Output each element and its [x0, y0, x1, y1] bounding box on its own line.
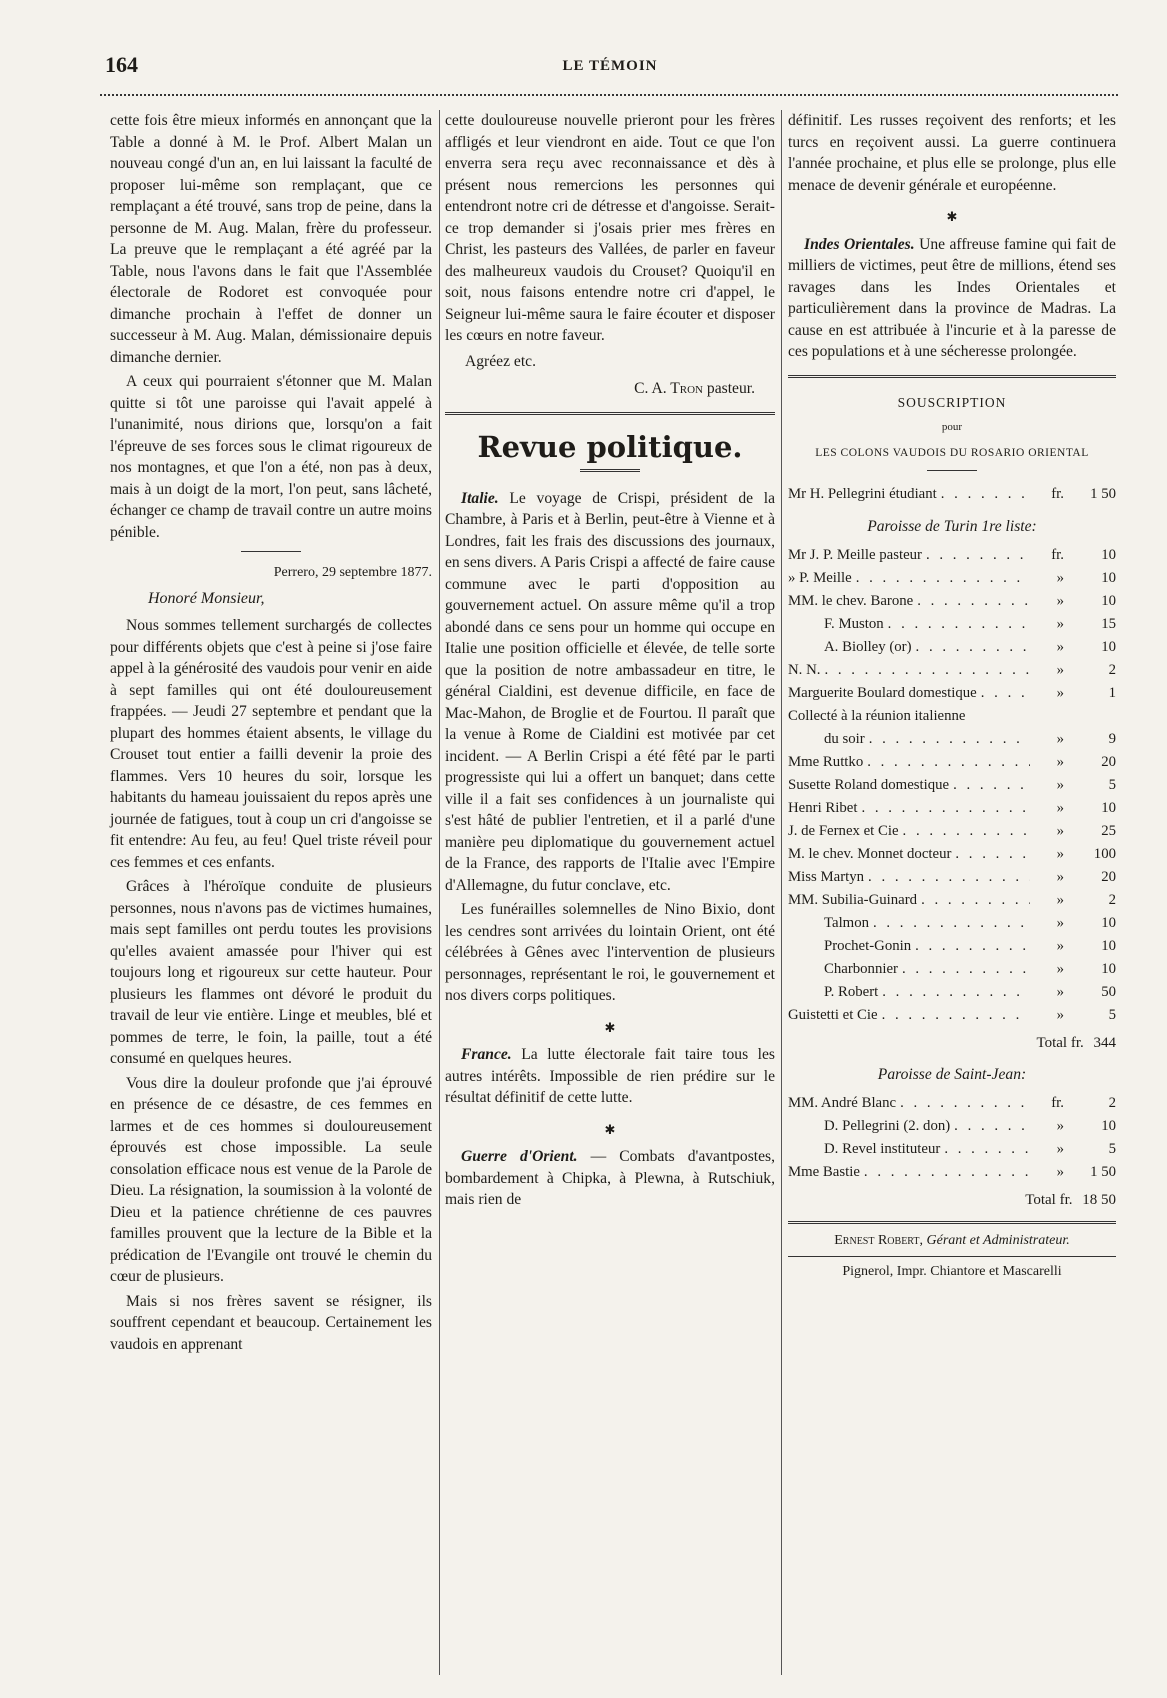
paragraph: Vous dire la douleur profonde que j'ai éprouvé en présence de ce désastre, de ces femmes en larmes et de ces hommes si douloureusement éprouvés est chose impossible. La seule consolation efficace nous est venue de la Parole de Dieu. La résignation, la soumission à la volonté de Dieu et la patience chrétienne de ces pauvres familles prouvent que la lecture de la Bible et la prédication de l'Evangile ont trouvé le chemin du cœur de plusieurs.	[110, 1074, 432, 1285]
donor-row	[788, 774, 1116, 797]
donor-currency: »	[1056, 615, 1064, 632]
donor-name: Susette Roland domestique	[788, 776, 950, 793]
news-item-orient	[445, 1146, 775, 1211]
news-item-italie	[445, 488, 775, 897]
donor-currency: »	[1056, 845, 1064, 862]
donor-amount: 10	[1101, 937, 1116, 954]
donor-row	[788, 1115, 1116, 1138]
paragraph: Mais si nos frères savent se résigner, ils souffrent cependant et beaucoup. Certainement les vaudois en apprenant	[110, 1292, 432, 1353]
letter-dateline: Perrero, 29 septembre 1877.	[273, 565, 432, 580]
donor-name: du soir	[824, 730, 865, 747]
donor-list	[788, 544, 1116, 1027]
donor-amount: 10	[1101, 546, 1116, 563]
leader-dots	[863, 751, 1030, 774]
donor-amount: 15	[1101, 615, 1116, 632]
column-middle	[445, 110, 775, 1214]
gerant-title: Gérant et Administrateur.	[926, 1233, 1070, 1248]
donor-amount: 10	[1101, 914, 1116, 931]
donor-name: Marguerite Boulard domestique	[788, 684, 977, 701]
letter-signature	[445, 378, 755, 400]
section-rule	[788, 375, 1116, 378]
donor-row	[788, 728, 1116, 751]
paragraph: A ceux qui pourraient s'étonner que M. Malan quitte si tôt une paroisse qui l'avait appelé à l'unanimité, nous dirions que, lorsqu'on a fait l'épreuve de ses forces sous le climat rigoureux de nos montagnes, et que l'on a été, non pas à deux, mais à un doigt de la mort, l'on peut, sans lâcheté, échanger ce champ de travail contre un autre moins pénible.	[110, 373, 432, 541]
donor-amount: 1 50	[1090, 486, 1116, 502]
donor-amount: 20	[1101, 868, 1116, 885]
paragraph: Nous sommes tellement surchargés de collectes pour différents objets que c'est à peine si j'ose faire appel à la générosité des vaudois pour venir en aide à sept familles qui ont été douloureusement frappées. — Jeudi 27 septembre et pendant que la plupart des hommes étaient absents, le village du Crouset tout entier a failli devenir la proie des flammes. Vers 10 heures du soir, lorsque les habitants du hameau jouissaient du repos après une journée de fatigues, tout à coup un cri d'angoisse se fit entendre: Au feu, au feu! Quel triste réveil pour ces femmes et ces enfants.	[110, 617, 432, 871]
donor-currency: »	[1056, 822, 1064, 839]
donor-row	[788, 636, 1116, 659]
donor-name: Mr H. Pellegrini étudiant	[788, 486, 937, 502]
donor-row	[788, 544, 1116, 567]
leader-dots	[951, 843, 1030, 866]
donor-name: D. Pellegrini (2. don)	[824, 1117, 951, 1134]
donor-amount: 2	[1108, 891, 1116, 908]
donor-currency: »	[1056, 891, 1064, 908]
paragraph: cette douloureuse nouvelle prieront pour les frères affligés et leur viendront en aide. Tout ce que l'on enverra sera reçu avec reconnaissance et dès à présent nous remercions les personnes qui entendront notre cri de détresse et d'angoisse. Serait-ce trop demander si j'osais prier mes frères en Christ, les pasteurs des Vallées, de parler en faveur des malheureux vaudois du Crouset? Quoiqu'il en soit, nous faisons entendre notre cri d'appel, le Seigneur lui-même saura le faire écouter et disposer les cœurs en notre faveur.	[445, 112, 775, 344]
news-text: Une affreuse famine qui fait de milliers de victimes, peut être de millions, étend ses ravages dans les Indes Orientales et particulièrement dans la province de Madras. La cause en est attribuée à l'incurie et à la paresse de ces populations et à une sécheresse prolongée.	[788, 235, 1116, 360]
donor-name: Talmon	[824, 914, 869, 931]
star-separator: ✱	[604, 1121, 616, 1137]
country-label: Guerre d'Orient.	[461, 1148, 578, 1165]
news-text: La lutte électorale fait taire tous les autres intérêts. Impossible de rien prédire sur le résultat définitif de cette lutte.	[445, 1046, 775, 1106]
page-number: 164	[105, 52, 138, 77]
news-text: Le voyage de Crispi, président de la Chambre, à Paris et à Berlin, peut-être à Vienne et à Londres, fait les frais des discussions des journaux, en sens divers. A Paris Crispi a affecté de faire cause commune avec le parti d'opposition au gouvernement actuel. On assure même qu'il a trop abondé dans ce sens pour un homme qui occupe en Italie une position officielle et élevée, de telle sorte que la position de notre ambassadeur en titre, le général Cialdini, est devenue difficile, en face de Mac-Mahon, de Broglie et de Fourtou. Il paraît que la venue à Rome de Cialdini est motivée par cet incident. — A Berlin Crispi a été fêté par le parti progressiste qui lui a offert un banquet; dans cette ville il a fait ses confidences à un journaliste qui s'est hâté de publier l'entretien, et il a parlé d'une manière peu diplomatique du gouvernement actuel de la France, des rapports de l'Italie avec l'Empire d'Allemagne, du futur conclave, etc.	[445, 489, 775, 894]
parish-title: Paroisse de Turin 1re liste:	[867, 518, 1037, 535]
donor-currency: »	[1056, 776, 1064, 793]
donor-name: A. Biolley (or)	[824, 638, 912, 655]
donor-name: MM. le chev. Barone	[788, 592, 914, 609]
donor-amount: 100	[1093, 845, 1116, 862]
donor-amount: 1 50	[1090, 1163, 1116, 1180]
donor-row	[788, 981, 1116, 1004]
donor-currency: »	[1056, 1140, 1064, 1157]
leader-dots	[937, 483, 1030, 506]
donor-row	[788, 820, 1116, 843]
total-label: Total fr.	[1025, 1191, 1073, 1208]
leader-dots	[912, 636, 1030, 659]
donor-row	[788, 866, 1116, 889]
leader-dots	[913, 590, 1030, 613]
leader-dots	[869, 912, 1030, 935]
total-amount: 18 50	[1082, 1191, 1116, 1208]
donor-currency: »	[1056, 799, 1064, 816]
column-right	[788, 110, 1116, 1282]
donor-currency: »	[1056, 937, 1064, 954]
news-item-indes	[788, 234, 1116, 363]
column-left	[110, 110, 432, 1358]
donor-amount: 10	[1101, 960, 1116, 977]
leader-dots	[911, 935, 1030, 958]
journal-title: LE TÉMOIN	[562, 58, 658, 74]
donor-name: MM. André Blanc	[788, 1094, 897, 1111]
title-underline	[580, 469, 640, 472]
donor-amount: 10	[1101, 638, 1116, 655]
donor-name: Miss Martyn	[788, 868, 865, 885]
donor-amount: 5	[1108, 776, 1116, 793]
country-label: Indes Orientales.	[804, 235, 915, 253]
donor-row	[788, 567, 1116, 590]
donor-amount: 1	[1108, 684, 1116, 701]
donor-row	[788, 590, 1116, 613]
leader-dots	[820, 659, 1030, 682]
leader-dots	[896, 1092, 1030, 1115]
donor-currency: »	[1056, 638, 1064, 655]
donor-row	[788, 1004, 1116, 1027]
paragraph: cette fois être mieux informés en annonçant que la Table a donné à M. le Prof. Albert Malan un nouveau congé d'un an, en lui laissant la faculté de proposer lui-même son remplaçant, que ce remplaçant a été trouvé, sans trop de peine, dans la personne de M. Aug. Malan, frère du professeur. La preuve que le remplaçant a été agréé par la Table, nous l'avons dans le fait que l'Assemblée électorale de Rodoret est convoquée pour dimanche prochain à l'effet de donner un successeur à M. Aug. Malan, démissionaire depuis dimanche dernier.	[110, 112, 432, 366]
star-separator: ✱	[946, 209, 958, 224]
subscription-subtitle: LES COLONS VAUDOIS DU ROSARIO ORIENTAL	[815, 446, 1089, 459]
donor-name: Guistetti et Cie	[788, 1006, 878, 1023]
donor-amount: 10	[1101, 799, 1116, 816]
total-amount: 344	[1093, 1034, 1116, 1051]
donor-currency: »	[1056, 914, 1064, 931]
gerant-line	[788, 1230, 1116, 1252]
donor-currency: fr.	[1051, 546, 1064, 563]
parish-title: Paroisse de Saint-Jean:	[877, 1066, 1027, 1083]
donor-name: Henri Ribet	[788, 799, 858, 816]
country-label: France.	[461, 1046, 512, 1063]
donor-name: Collecté à la réunion italienne	[788, 707, 966, 724]
leader-dots	[917, 889, 1030, 912]
donor-row	[788, 751, 1116, 774]
donor-row	[788, 912, 1116, 935]
donor-row	[788, 705, 1116, 728]
gerant-name: Ernest Robert,	[834, 1233, 923, 1248]
donor-name: Charbonnier	[824, 960, 898, 977]
leader-dots	[949, 774, 1030, 797]
paragraph: Les funérailles solemnelles de Nino Bixio, dont les cendres sont arrivées du lointain Orient, ont été célébrées à Gênes avec l'intervention de plusieurs personnages, représentant le roi, le gouvernement et nos divers corps politiques.	[445, 901, 775, 1004]
page-header	[105, 52, 1115, 82]
donor-currency: »	[1056, 983, 1064, 1000]
donor-name: N. N.	[788, 661, 821, 678]
leader-dots	[884, 613, 1030, 636]
donor-row	[788, 935, 1116, 958]
donor-list	[788, 1092, 1116, 1184]
donor-name: Mr J. P. Meille pasteur	[788, 546, 922, 563]
donor-amount: 10	[1101, 592, 1116, 609]
leader-dots	[860, 1161, 1030, 1184]
donor-name: » P. Meille	[788, 569, 852, 586]
star-separator: ✱	[604, 1019, 616, 1035]
donor-name: Mme Bastie	[788, 1163, 860, 1180]
header-rule	[100, 94, 1118, 96]
donor-amount: 9	[1108, 730, 1116, 747]
leader-dots	[878, 981, 1030, 1004]
donor-row	[788, 958, 1116, 981]
donor-row	[788, 483, 1116, 506]
subscription-pour: pour	[941, 421, 963, 433]
donor-currency: »	[1056, 684, 1064, 701]
donor-currency: »	[1056, 1006, 1064, 1023]
country-label: Italie.	[461, 489, 499, 507]
donor-name: P. Robert	[824, 983, 879, 1000]
donor-name: Prochet-Gonin	[824, 937, 912, 954]
leader-dots	[864, 866, 1030, 889]
news-item-france	[445, 1044, 775, 1109]
donor-currency: fr.	[1051, 1094, 1064, 1111]
donor-row	[788, 797, 1116, 820]
leader-dots	[977, 682, 1030, 705]
leader-dots	[865, 728, 1030, 751]
donor-name: MM. Subilia-Guinard	[788, 891, 918, 908]
letter-salutation: Honoré Monsieur,	[148, 589, 265, 607]
donor-row	[788, 659, 1116, 682]
donor-amount: 5	[1108, 1006, 1116, 1023]
leader-dots	[852, 567, 1030, 590]
donor-currency: »	[1056, 569, 1064, 586]
leader-dots	[940, 1138, 1030, 1161]
donor-name: D. Revel instituteur	[824, 1140, 941, 1157]
news-text: — Combats d'avantpostes, bombardement à Chipka, à Plewna, à Rutschiuk, mais rien de	[445, 1148, 775, 1208]
signature-name: C. A. Tron	[634, 380, 704, 397]
donor-currency: »	[1056, 1163, 1064, 1180]
letter-closing: Agréez etc.	[465, 352, 536, 370]
donor-name: F. Muston	[824, 615, 884, 632]
donor-currency: »	[1056, 960, 1064, 977]
section-rule	[445, 412, 775, 415]
paragraph: définitif. Les russes reçoivent des renforts; et les turcs en reçoivent aussi. La guerre continuera l'année prochaine, et plus elle se prolonge, plus elle menace de devenir générale et européenne.	[788, 112, 1116, 194]
donor-name: M. le chev. Monnet docteur	[788, 845, 952, 862]
leader-dots	[878, 1004, 1030, 1027]
paragraph: Grâces à l'héroïque conduite de plusieurs personnes, nous n'avons pas de victimes humaines, mais sept familles ont perdu toutes les provisions qu'elles avaient amassée pour l'hiver qui est toujours long et rigoureux sur cette hauteur. Pour plusieurs les flammes ont dévoré le produit du travail de leur vie entière. Linge et meubles, blé et pommes de terre, le foin, la paille, tout a été consumé en quelques heures.	[110, 878, 432, 1067]
donor-currency: »	[1056, 592, 1064, 609]
donor-amount: 25	[1101, 822, 1116, 839]
separator	[927, 470, 977, 471]
donor-row	[788, 1092, 1116, 1115]
footer-rule	[788, 1221, 1116, 1224]
donor-currency: »	[1056, 868, 1064, 885]
donor-amount: 10	[1101, 569, 1116, 586]
parish-total	[788, 1190, 1116, 1212]
donor-row	[788, 1138, 1116, 1161]
column-divider	[439, 110, 440, 1675]
donor-amount: 50	[1101, 983, 1116, 1000]
donor-row	[788, 843, 1116, 866]
leader-dots	[922, 544, 1030, 567]
column-divider	[781, 110, 782, 1675]
signature-title: pasteur.	[706, 380, 755, 397]
donor-row	[788, 1161, 1116, 1184]
donor-currency: »	[1056, 753, 1064, 770]
leader-dots	[950, 1115, 1030, 1138]
donor-row	[788, 682, 1116, 705]
parish-total	[788, 1033, 1116, 1055]
total-label: Total fr.	[1036, 1034, 1084, 1051]
donor-amount: 2	[1108, 661, 1116, 678]
donor-name: J. de Fernex et Cie	[788, 822, 899, 839]
donor-amount: 2	[1108, 1094, 1116, 1111]
donor-currency: fr.	[1051, 486, 1064, 502]
donor-name: Mme Ruttko	[788, 753, 864, 770]
donor-currency: »	[1056, 1117, 1064, 1134]
donor-currency: »	[1056, 661, 1064, 678]
leader-dots	[857, 797, 1030, 820]
leader-dots	[899, 820, 1030, 843]
section-title: Revue politique.	[477, 429, 743, 464]
donor-row	[788, 613, 1116, 636]
donor-currency: »	[1056, 730, 1064, 747]
leader-dots	[898, 958, 1030, 981]
printer-line: Pignerol, Impr. Chiantore et Mascarelli	[788, 1256, 1116, 1283]
donor-row	[788, 889, 1116, 912]
donor-amount: 5	[1108, 1140, 1116, 1157]
donor-amount: 10	[1101, 1117, 1116, 1134]
donor-amount: 20	[1101, 753, 1116, 770]
separator	[241, 551, 301, 552]
subscription-title: SOUSCRIPTION	[897, 394, 1007, 410]
